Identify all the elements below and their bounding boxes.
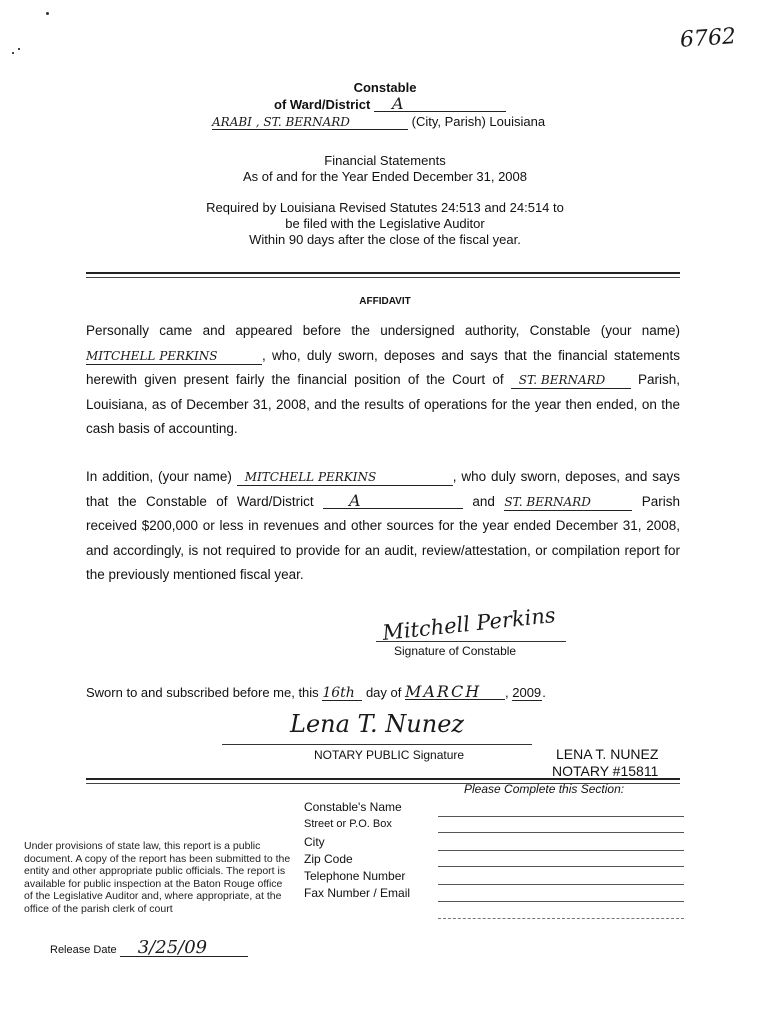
form-label-street: Street or P.O. Box (304, 818, 392, 830)
affidavit-p2-and: and (472, 493, 495, 509)
location-suffix: (City, Parish) Louisiana (411, 114, 546, 129)
sworn-text-d: . (542, 685, 546, 700)
form-instruction: Please Complete this Section: (464, 782, 625, 796)
statements-line-2: As of and for the Year Ended December 31, 2008 (242, 169, 528, 184)
constable-signature-scrawl: Mitchell Perkins (381, 602, 557, 646)
form-field-telephone[interactable] (438, 884, 684, 885)
sworn-text-a: Sworn to and subscribed before me, this (86, 685, 319, 700)
affidavit-p2-b: , who duly sworn, deposes, and says that the Constable of Ward/District (86, 469, 680, 509)
ward-prefix: of Ward/District (274, 97, 371, 112)
form-field-city[interactable] (438, 850, 684, 851)
sworn-text-c: , (504, 685, 509, 700)
requirement-line-3: Within 90 days after the close of the fiscal year. (249, 232, 521, 247)
divider-top (86, 272, 680, 278)
sworn-line (86, 682, 546, 701)
stray-mark (46, 12, 49, 15)
ward-value-2: A (323, 493, 463, 509)
location-line (212, 114, 545, 130)
form-label-zip: Zip Code (304, 852, 353, 866)
form-field-street[interactable] (438, 832, 684, 833)
release-date-row (50, 937, 248, 958)
form-label-city: City (304, 835, 325, 849)
affidavit-p2-a: In addition, (your name) (86, 469, 232, 484)
affidavit-p2-c: Parish received $200,000 or less in revenues and other sources for the year ended December 31, 2008, and accordingly, is not required to provide for an audit, review/attestation, or compilation report for the previously mentioned fiscal year. (86, 493, 680, 582)
form-label-telephone: Telephone Number (304, 869, 406, 883)
release-date-label: Release Date (50, 944, 117, 956)
requirement-line-2: be filed with the Legislative Auditor (285, 216, 485, 231)
constable-name-1: MITCHELL PERKINS (86, 349, 262, 365)
notary-signature-line (222, 744, 532, 745)
header-title: Constable (353, 80, 417, 95)
sworn-day: 16th (322, 686, 362, 701)
affidavit-paragraph-2 (86, 465, 680, 588)
location-value: ARABI , ST. BERNARD (212, 115, 408, 130)
form-field-name[interactable] (438, 816, 684, 817)
affidavit-p1-a: Personally came and appeared before the undersigned authority, Constable (your name) (86, 323, 680, 338)
ward-value: A (374, 97, 506, 112)
constable-signature-label: Signature of Constable (394, 644, 517, 658)
constable-signature-line (376, 641, 566, 642)
sworn-year: 2009 (512, 685, 542, 700)
sworn-text-b: day of (365, 685, 402, 700)
release-date-value: 3/25/09 (120, 940, 248, 957)
affidavit-paragraph-1 (86, 319, 680, 442)
stray-mark (18, 48, 20, 50)
form-label-fax-email: Fax Number / Email (304, 886, 411, 900)
notary-name: LENA T. NUNEZ (556, 746, 659, 762)
parish-value-2: ST. BERNARD (504, 495, 632, 511)
form-field-fax-email[interactable] (438, 901, 684, 902)
form-field-zip[interactable] (438, 866, 684, 867)
public-notice: Under provisions of state law, this report is a public document. A copy of the report has been submitted to the entity and other appropriate public officials. The report is available for public inspection at the Baton Rouge office of the Legislative Auditor and, where appropriate, at the office of the parish clerk of court (24, 840, 291, 915)
requirement-line-1: Required by Louisiana Revised Statutes 24:513 and 24:514 to (206, 200, 564, 215)
notary-signature-label: NOTARY PUBLIC Signature (314, 748, 465, 762)
form-label-name: Constable's Name (304, 800, 402, 814)
constable-name-2: MITCHELL PERKINS (237, 470, 453, 486)
affidavit-title: AFFIDAVIT (359, 296, 411, 307)
ward-line (274, 94, 506, 113)
sworn-month: MARCH (405, 685, 505, 700)
form-field-extra[interactable] (438, 918, 684, 919)
stray-mark (12, 52, 14, 54)
document-number: 6762 (679, 24, 737, 53)
notary-signature-scrawl: Lena T. Nunez (290, 710, 465, 738)
notary-number: NOTARY #15811 (552, 763, 659, 779)
affidavit-p1-b: , who, duly sworn, deposes and says that the financial statements herewith given present fairly the financial position of the Court of (86, 347, 680, 387)
parish-value-1: ST. BERNARD (511, 373, 631, 389)
statements-line-1: Financial Statements (324, 153, 446, 168)
affidavit-p1-c: Parish, Louisiana, as of December 31, 2008, and the results of operations for the year then ended, on the cash basis of accounting. (86, 372, 680, 436)
